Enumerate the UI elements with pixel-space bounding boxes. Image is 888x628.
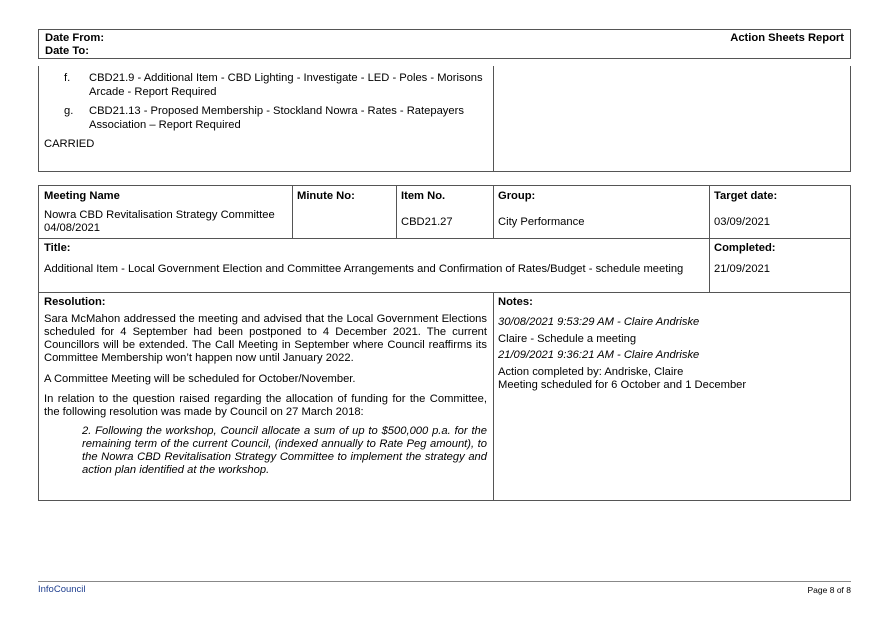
col-divider (493, 186, 494, 238)
action-sheet-table (38, 185, 851, 501)
date-range (45, 32, 104, 58)
report-header (38, 29, 851, 59)
date-from-label: Date From: (45, 32, 105, 44)
list-item-text: CBD21.9 - Additional Item - CBD Lighting - Investigate - LED - Poles - Morisons Arcade - Report Required (89, 72, 483, 98)
completed-value: 21/09/2021 (714, 263, 770, 275)
note-entry: 30/08/2021 9:53:29 AM - Claire Andriske (498, 316, 700, 328)
row-divider (39, 238, 850, 239)
column-divider (493, 66, 494, 171)
group-label: Group: (498, 190, 536, 202)
title-label: Title: (44, 242, 71, 254)
footer-divider (38, 581, 851, 582)
row-divider (39, 292, 850, 293)
report-title: Action Sheets Report (730, 32, 844, 44)
note-entry: Claire - Schedule a meeting (498, 333, 637, 345)
completed-label: Completed: (714, 242, 776, 254)
notes-label: Notes: (498, 296, 533, 308)
group-value: City Performance (498, 216, 585, 228)
col-divider (709, 186, 710, 292)
footer-brand: InfoCouncil (38, 584, 86, 595)
resolution-quote: 2. Following the workshop, Council allocate a sum of up to $500,000 p.a. for the remaining term of the current Council, (indexed annually to Rate Peg amount), to the Nowra CBD Revitalisation Strategy Committee to implement the strategy and action plan identified at the workshop. (82, 425, 487, 476)
target-date-value: 03/09/2021 (714, 216, 770, 228)
note-entry: 21/09/2021 9:36:21 AM - Claire Andriske (498, 349, 700, 361)
resolution-paragraph: In relation to the question raised regarding the allocation of funding for the Committee, the following resolution was made by Council on 27 March 2018: (44, 393, 487, 418)
note-entry: Action completed by: Andriske, Claire (498, 366, 684, 378)
item-no-label: Item No. (401, 190, 446, 202)
previous-action-continuation (38, 66, 851, 172)
title-value: Additional Item - Local Government Election and Committee Arrangements and Confirmation of Rates/Budget - schedule meeting (44, 263, 684, 275)
item-no-value: CBD21.27 (401, 216, 453, 228)
meeting-name-label: Meeting Name (44, 190, 120, 202)
meeting-name-value: Nowra CBD Revitalisation Strategy Committee 04/08/2021 (44, 209, 275, 234)
resolution-paragraph: Sara McMahon addressed the meeting and advised that the Local Government Elections scheduled for 4 September had been postponed to 4 December 2021. The current Councillors will be extended. The Call Meeting in September where Council reaffirms its Committee Membership won’t happen now until January 2022. (44, 313, 487, 364)
resolution-label: Resolution: (44, 296, 106, 308)
list-marker: f. (64, 72, 71, 84)
page-number: Page 8 of 8 (807, 585, 851, 595)
note-entry: Meeting scheduled for 6 October and 1 December (498, 379, 747, 391)
col-divider (396, 186, 397, 238)
list-item-text: CBD21.13 - Proposed Membership - Stockland Nowra - Rates - Ratepayers Association – Report Required (89, 105, 464, 131)
target-date-label: Target date: (714, 190, 778, 202)
resolution-paragraph: A Committee Meeting will be scheduled for October/November. (44, 373, 356, 385)
minute-no-label: Minute No: (297, 190, 355, 202)
carried-status: CARRIED (44, 138, 95, 150)
col-divider (493, 292, 494, 500)
date-to-label: Date To: (45, 45, 89, 57)
list-marker: g. (64, 105, 74, 117)
col-divider (292, 186, 293, 238)
